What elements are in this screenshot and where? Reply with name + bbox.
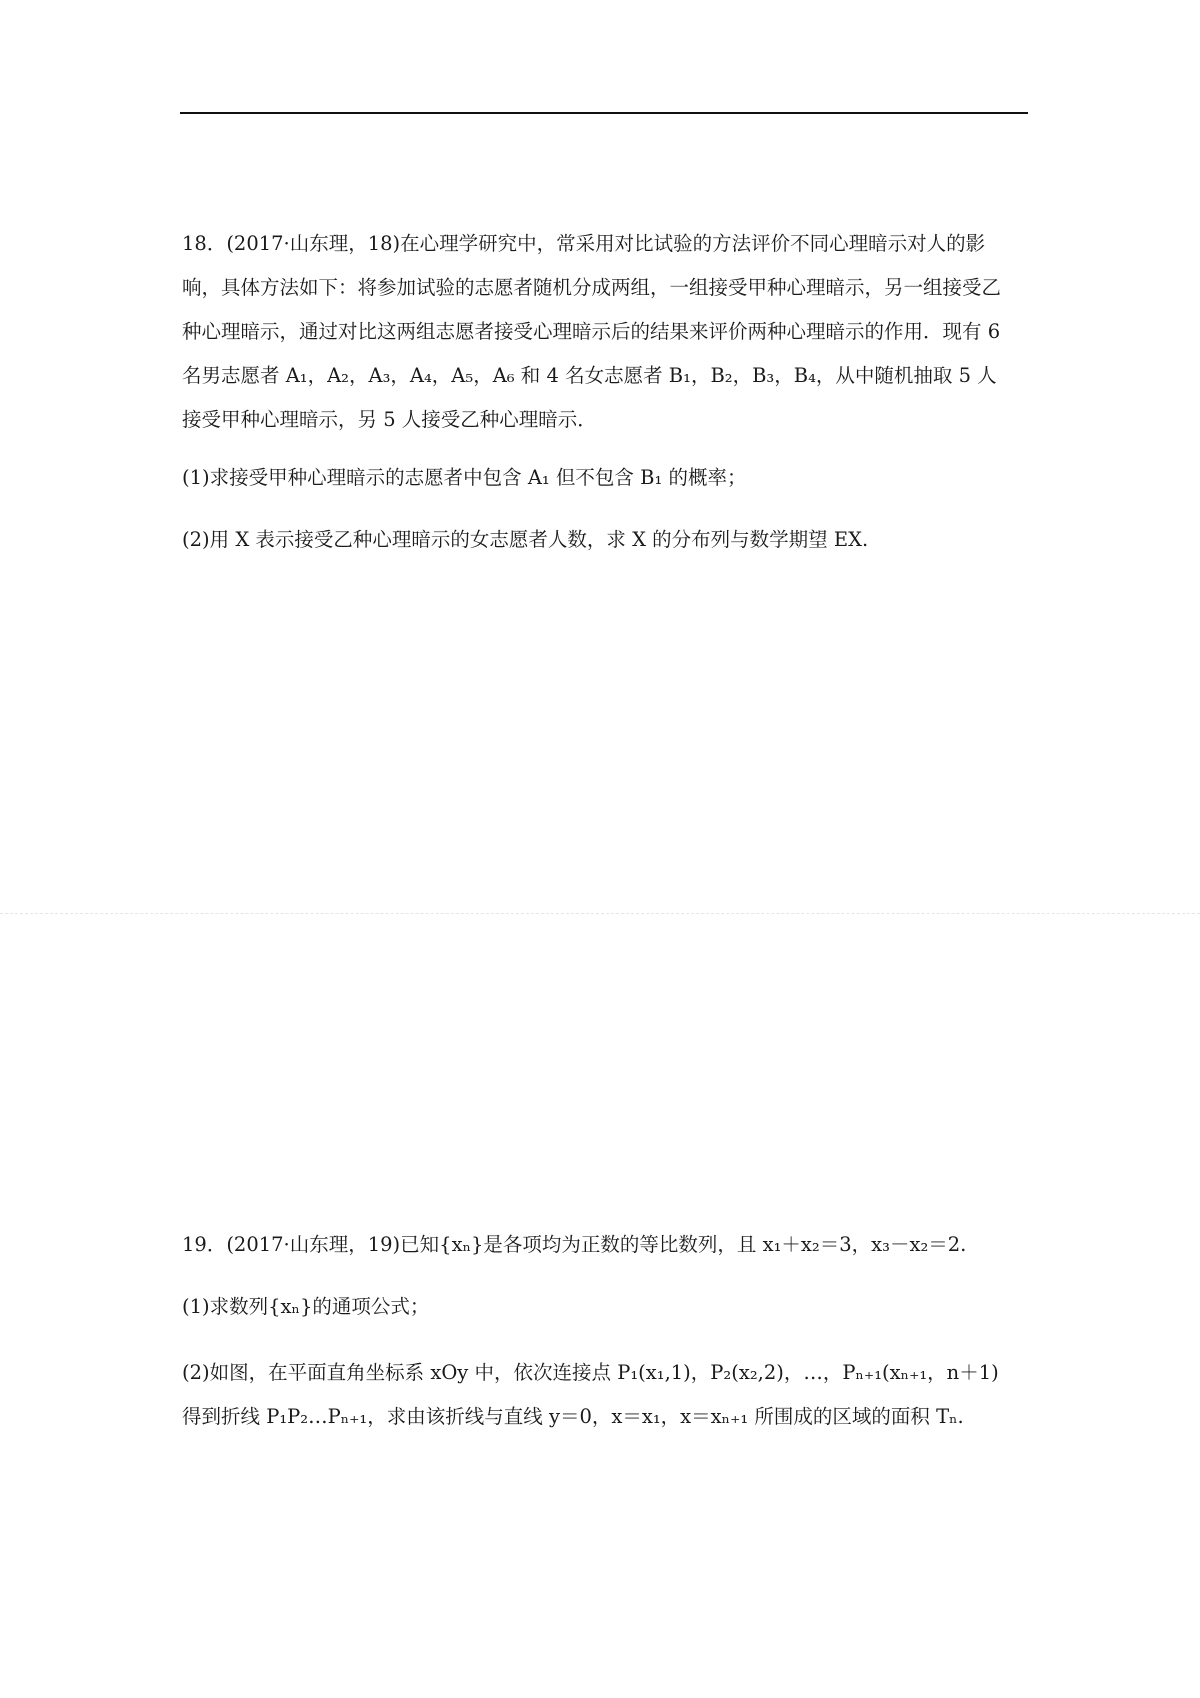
- problem-19-part-1: (1)求数列{xₙ}的通项公式；: [182, 1295, 430, 1318]
- problem-19: [182, 1225, 1012, 1439]
- problem-18-stem: 18．(2017·山东理，18)在心理学研究中，常采用对比试验的方法评价不同心理暗示对人的影响，具体方法如下：将参加试验的志愿者随机分成两组，一组接受甲种心理暗示，另一组接受乙种心理暗示，通过对比这两组志愿者接受心理暗示后的结果来评价两种心理暗示的作用．现有 6 名男志愿者 A₁，A₂，A₃，A₄，A₅，A₆ 和 4 名女志愿者 B₁，B₂，B₃，B₄，从中随机抽取 5 人接受甲种心理暗示，另 5 人接受乙种心理暗示．: [182, 232, 1002, 431]
- problem-19-stem: 19．(2017·山东理，19)已知{xₙ}是各项均为正数的等比数列，且 x₁＋x₂＝3，x₃－x₂＝2.: [182, 1233, 967, 1256]
- header-rule: [180, 112, 1028, 114]
- page-break-divider: [0, 913, 1200, 914]
- problem-18-part-1: (1)求接受甲种心理暗示的志愿者中包含 A₁ 但不包含 B₁ 的概率；: [182, 466, 747, 489]
- problem-18: [182, 222, 1012, 560]
- problem-19-part-2: (2)如图，在平面直角坐标系 xOy 中，依次连接点 P₁(x₁,1)，P₂(x₂,2)，…，Pₙ₊₁(xₙ₊₁，n＋1)得到折线 P₁P₂…Pₙ₊₁，求由该折线与直线 y＝0，x＝x₁，x＝xₙ₊₁ 所围成的区域的面积 Tₙ.: [182, 1361, 999, 1428]
- problem-18-part-2: (2)用 X 表示接受乙种心理暗示的女志愿者人数，求 X 的分布列与数学期望 EX.: [182, 528, 869, 551]
